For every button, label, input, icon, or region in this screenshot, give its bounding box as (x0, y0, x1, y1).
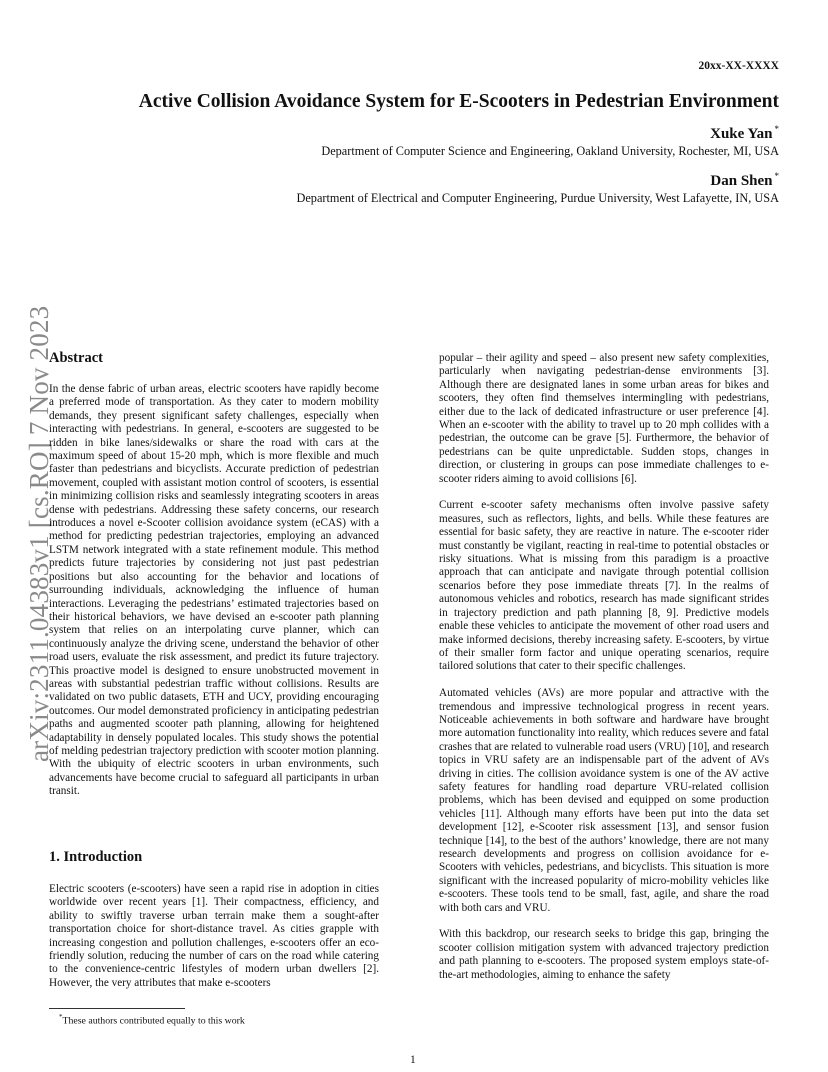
page-number: 1 (410, 1054, 416, 1066)
author-name-2-text: Dan Shen (710, 173, 773, 189)
intro-paragraph-4: Automated vehicles (AVs) are more popular and attractive with the tremendous and impressive technological progress in recent years. Noticeable achievements in both software and hardware have brought more automation functionality into reality, which reduces severe and fatal crashes that are related to vulnerable road users (VRU) [10], and research topics in VRU safety are an indispensable part of the advent of AVs driving in cities. The collision avoidance system is one of the AV active safety features for handling road departure VRU-related collision problems, which has been devised and equipped on some production vehicles [11]. Although many efforts have been put into the data set development [12], e-Scooter risk assessment [13], and sensor fusion technique [14], to the best of the authors’ knowledge, there are not many research developments and progress on collision avoidance for e-Scooters with vehicles, pedestrians, and bicyclists. This situation is more significant with the increased popularity of micro-mobility vehicles like e-scooters. These tools tend to be small, fast, agile, and share the road with both cars and VRU. (439, 687, 769, 914)
introduction-heading: 1. Introduction (49, 849, 143, 865)
abstract-heading: Abstract (49, 350, 103, 366)
report-id: 20xx-XX-XXXX (698, 60, 779, 72)
abstract-text: In the dense fabric of urban areas, electric scooters have rapidly become a preferred mode of transportation. As they cater to modern mobility demands, they present significant safety challenges, especially when interacting with pedestrians. In general, e-scooters are suggested to be ridden in bike lanes/sidewalks or share the road with cars at the maximum speed of about 15-20 mph, which is more flexible and much faster than pedestrians and bicyclists. Accurate prediction of pedestrian movement, coupled with assistant motion control of scooters, is essential in minimizing collision risks and seamlessly integrating scooters in areas dense with pedestrians. Addressing these safety concerns, our research introduces a novel e-Scooter collision avoidance system (eCAS) with a method for predicting pedestrian trajectories, employing an advanced LSTM network integrated with a state refinement module. This method predicts future trajectories by considering not just past pedestrian positions but also accounting for the behavior and locations of surrounding individuals, acknowledging the influence of human interactions. Leveraging the pedestrians’ estimated trajectories based on their historical behaviors, we have devised an e-scooter path planning system that relies on an interpolating curve planner, which can continuously analyze the driving scene, understand the behavior of other road users, evaluate the risk assessment, and predict its future trajectory. This proactive model is designed to ensure unobstructed movement in areas with substantial pedestrian traffic without collisions. Results are validated on two public datasets, ETH and UCY, providing encouraging outcomes. Our model demonstrated proficiency in anticipating pedestrian paths and augmented scooter path planning, allowing for heightened adaptability in densely populated locales. This study shows the potential of melding pedestrian trajectory prediction with scooter motion planning. With the ubiquity of electric scooters in urban environments, such advancements have become crucial to safeguard all participants in urban transit. (49, 383, 379, 798)
author-mark-1: * (774, 124, 779, 134)
intro-paragraph-5: With this backdrop, our research seeks to bridge this gap, bringing the scooter collision mitigation system with advanced trajectory prediction and path planning to e-scooters. The proposed system employs state-of-the-art methodologies, aiming to enhance the safety (439, 928, 769, 981)
footnote-rule (49, 1008, 185, 1009)
footnote-mark: * (59, 1013, 63, 1021)
introduction-left-column (49, 883, 379, 990)
footnote (59, 1013, 245, 1026)
intro-paragraph-2: popular – their agility and speed – also present new safety complexities, particularly when navigating pedestrian-dense environments [3]. Although there are designated lanes in some urban areas for bikes and scooters, they often find themselves intermingling with pedestrians, either due to the lack of dedicated infrastructure or user preference [4]. When an e-scooter with the ability to travel up to 20 mph collides with a pedestrian, the outcome can be grave [5]. Furthermore, the behavior of pedestrians can be quite unpredictable. Sudden stops, changes in direction, or clustering in groups can pose immediate challenges to e-scooter riders aiming to avoid collisions [6]. (439, 352, 769, 485)
author-name-1-text: Xuke Yan (710, 126, 773, 142)
author-name-2 (710, 171, 779, 190)
author-affiliation-2: Department of Electrical and Computer Engineering, Purdue University, West Lafayette, IN, USA (296, 191, 779, 205)
intro-paragraph-1: Electric scooters (e-scooters) have seen a rapid rise in adoption in cities worldwide over recent years [1]. Their compactness, efficiency, and ability to swiftly traverse urban terrain make them a sought-after transportation choice for short-distance travel. As cities grapple with increasing congestion and pollution challenges, e-scooters offer an eco-friendly solution, reducing the number of cars on the road while catering to the convenience-centric lifestyles of modern urban dwellers [2]. However, the very attributes that make e-scooters (49, 883, 379, 989)
abstract-body (49, 383, 379, 799)
intro-paragraph-3: Current e-scooter safety mechanisms often involve passive safety measures, such as reflectors, lights, and bells. While these features are essential for basic safety, they are reactive in nature. The e-scooter rider must constantly be vigilant, reacting in real-time to potential obstacles or risky situations. What is missing from this paradigm is a proactive approach that can anticipate and navigate through potential collision scenarios before they pose immediate threats [7]. In the realms of autonomous vehicles and robotics, research has made significant strides in trajectory prediction and path planning [8, 9]. Predictive models enable these vehicles to anticipate the movement of other road users and make informed decisions, thereby increasing safety. E-scooters, by virtue of their smaller form factor and unique operating scenarios, require tailored solutions that cater to their specific challenges. (439, 499, 769, 673)
introduction-right-column (439, 352, 769, 982)
author-mark-2: * (774, 171, 779, 181)
footnote-text: These authors contributed equally to this work (62, 1015, 245, 1027)
paper-title: Active Collision Avoidance System for E-Scooters in Pedestrian Environment (138, 91, 779, 112)
author-name-1 (710, 124, 779, 143)
author-affiliation-1: Department of Computer Science and Engineering, Oakland University, Rochester, MI, USA (321, 144, 779, 158)
arxiv-stamp: arXiv:2311.04383v1 [cs.RO] 7 Nov 2023 (24, 305, 54, 762)
